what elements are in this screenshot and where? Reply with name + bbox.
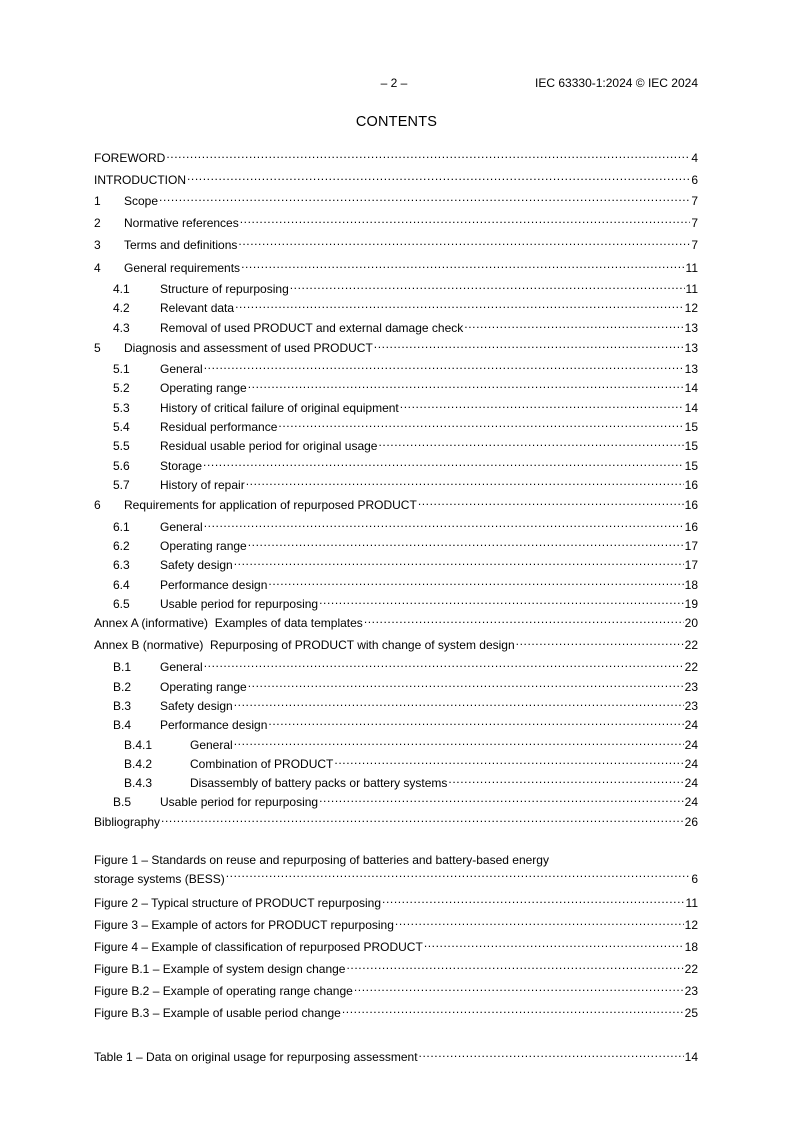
toc-title: Operating range bbox=[160, 381, 247, 395]
figure-page: 11 bbox=[685, 896, 698, 910]
toc-title: INTRODUCTION bbox=[94, 173, 186, 187]
figure-title: Figure B.1 – Example of system design change bbox=[94, 962, 346, 976]
toc-number: 5.2 bbox=[113, 381, 130, 395]
figure-page: 23 bbox=[684, 984, 698, 998]
table-entry[interactable] bbox=[94, 1045, 698, 1064]
toc-title: Scope bbox=[124, 194, 159, 208]
toc-entry[interactable] bbox=[94, 611, 698, 630]
toc-entry[interactable] bbox=[94, 211, 698, 230]
figure-entry[interactable] bbox=[94, 913, 698, 932]
toc-page: 15 bbox=[684, 420, 698, 434]
figure-entry[interactable] bbox=[94, 853, 698, 886]
toc-entry[interactable] bbox=[94, 473, 698, 492]
figure-page: 25 bbox=[684, 1006, 698, 1020]
figure-page: 22 bbox=[684, 962, 698, 976]
toc-title: Annex B (normative) Repurposing of PRODUCT with change of system design bbox=[94, 638, 515, 652]
toc-page: 4 bbox=[691, 151, 698, 165]
toc-page: 7 bbox=[691, 194, 698, 208]
toc-page: 22 bbox=[684, 660, 698, 674]
toc-page: 22 bbox=[684, 638, 698, 652]
toc-number: 6.1 bbox=[113, 520, 130, 534]
toc-entry[interactable] bbox=[94, 189, 698, 208]
toc-entry[interactable] bbox=[94, 396, 698, 415]
toc-page: 15 bbox=[684, 459, 698, 473]
toc-number: 6.2 bbox=[113, 539, 130, 553]
toc-page: 15 bbox=[684, 439, 698, 453]
toc-page: 17 bbox=[684, 558, 698, 572]
figure-title: Figure 3 – Example of actors for PRODUCT repurposing bbox=[94, 918, 394, 932]
toc-entry[interactable] bbox=[94, 296, 698, 315]
toc-number: 6.5 bbox=[113, 597, 130, 611]
toc-number: B.4.1 bbox=[124, 738, 153, 752]
toc-entry[interactable] bbox=[94, 168, 698, 187]
toc-entry[interactable] bbox=[94, 434, 698, 453]
toc-title: Usable period for repurposing bbox=[160, 795, 319, 809]
toc-page: 13 bbox=[684, 321, 698, 335]
toc-page: 12 bbox=[684, 301, 698, 315]
toc-title: Operating range bbox=[160, 680, 247, 694]
toc-number: 4.3 bbox=[113, 321, 130, 335]
toc-number: 6.4 bbox=[113, 578, 130, 592]
toc-number: 4 bbox=[94, 261, 101, 275]
toc-entry[interactable] bbox=[94, 675, 698, 694]
toc-page: 7 bbox=[691, 238, 698, 252]
toc-number: 3 bbox=[94, 238, 101, 252]
toc-title: General bbox=[160, 362, 203, 376]
toc-title: Annex A (informative) Examples of data templates bbox=[94, 616, 363, 630]
toc-number: 5.6 bbox=[113, 459, 130, 473]
figure-entry[interactable] bbox=[94, 957, 698, 976]
table-title: Table 1 – Data on original usage for repurposing assessment bbox=[94, 1050, 418, 1064]
toc-title: Safety design bbox=[160, 558, 233, 572]
toc-title: Operating range bbox=[160, 539, 247, 553]
toc-entry[interactable] bbox=[94, 733, 698, 752]
toc-page: 26 bbox=[684, 815, 698, 829]
toc-number: 1 bbox=[94, 194, 101, 208]
toc-page: 24 bbox=[684, 757, 698, 771]
toc-page: 24 bbox=[684, 738, 698, 752]
figure-entry[interactable] bbox=[94, 979, 698, 998]
toc-number: 5.7 bbox=[113, 478, 130, 492]
toc-page: 20 bbox=[684, 616, 698, 630]
toc-entry[interactable] bbox=[94, 553, 698, 572]
toc-entry[interactable] bbox=[94, 454, 698, 473]
figure-entry[interactable] bbox=[94, 891, 698, 910]
toc-entry[interactable] bbox=[94, 592, 698, 611]
toc-page: 19 bbox=[684, 597, 698, 611]
figure-title: Figure B.2 – Example of operating range change bbox=[94, 984, 353, 998]
toc-page: 13 bbox=[684, 362, 698, 376]
toc-page: 24 bbox=[684, 776, 698, 790]
page-header bbox=[0, 76, 793, 92]
toc-entry[interactable] bbox=[94, 256, 698, 275]
toc-entry[interactable] bbox=[94, 655, 698, 674]
figure-title-line2: storage systems (BESS) bbox=[94, 872, 225, 886]
document-reference: IEC 63330-1:2024 © IEC 2024 bbox=[535, 76, 698, 90]
toc-title: Residual usable period for original usage bbox=[160, 439, 378, 453]
toc-title: Residual performance bbox=[160, 420, 278, 434]
toc-entry[interactable] bbox=[94, 415, 698, 434]
toc-title: FOREWORD bbox=[94, 151, 166, 165]
figure-title: Figure B.3 – Example of usable period change bbox=[94, 1006, 341, 1020]
toc-number: 6.3 bbox=[113, 558, 130, 572]
toc-number: 5 bbox=[94, 341, 101, 355]
toc-title: History of critical failure of original equipment bbox=[160, 401, 399, 415]
figure-title: Figure 4 – Example of classification of repurposed PRODUCT bbox=[94, 940, 423, 954]
toc-page: 11 bbox=[685, 282, 698, 296]
toc-title: Usable period for repurposing bbox=[160, 597, 319, 611]
toc-number: B.5 bbox=[113, 795, 132, 809]
toc-entry[interactable] bbox=[94, 573, 698, 592]
toc-page: 24 bbox=[684, 795, 698, 809]
toc-title: General bbox=[160, 660, 203, 674]
figure-page: 12 bbox=[684, 918, 698, 932]
toc-title: General bbox=[160, 520, 203, 534]
toc-page: 6 bbox=[691, 173, 698, 187]
toc-page: 23 bbox=[684, 699, 698, 713]
toc-number: 5.1 bbox=[113, 362, 130, 376]
toc-entry[interactable] bbox=[94, 515, 698, 534]
toc-entry[interactable] bbox=[94, 752, 698, 771]
toc-title: History of repair bbox=[160, 478, 245, 492]
toc-page: 13 bbox=[684, 341, 698, 355]
figure-title-line1: Figure 1 – Standards on reuse and repurposing of batteries and battery-based energy bbox=[94, 853, 549, 867]
toc-number: 4.2 bbox=[113, 301, 130, 315]
toc-entry[interactable] bbox=[94, 493, 698, 512]
table-page: 14 bbox=[684, 1050, 698, 1064]
toc-page: 7 bbox=[691, 216, 698, 230]
toc-title: Structure of repurposing bbox=[160, 282, 289, 296]
toc-title: Combination of PRODUCT bbox=[190, 757, 334, 771]
toc-entry[interactable] bbox=[94, 810, 698, 829]
toc-title: Requirements for application of repurposed PRODUCT bbox=[124, 498, 417, 512]
toc-page: 14 bbox=[684, 401, 698, 415]
toc-number: B.4.2 bbox=[124, 757, 153, 771]
toc-page: 18 bbox=[684, 578, 698, 592]
toc-page: 17 bbox=[684, 539, 698, 553]
toc-entry[interactable] bbox=[94, 376, 698, 395]
toc-title: General bbox=[190, 738, 233, 752]
contents-title: CONTENTS bbox=[355, 114, 438, 130]
toc-entry[interactable] bbox=[94, 146, 698, 165]
toc-entry[interactable] bbox=[94, 316, 698, 335]
toc-entry[interactable] bbox=[94, 336, 698, 355]
toc-entry[interactable] bbox=[94, 357, 698, 376]
toc-title: Relevant data bbox=[160, 301, 235, 315]
toc-page: 11 bbox=[685, 261, 698, 275]
figure-page: 18 bbox=[684, 940, 698, 954]
toc-number: 2 bbox=[94, 216, 101, 230]
toc-title: Bibliography bbox=[94, 815, 161, 829]
toc-entry[interactable] bbox=[94, 771, 698, 790]
toc-page: 16 bbox=[684, 520, 698, 534]
toc-title: Diagnosis and assessment of used PRODUCT bbox=[124, 341, 373, 355]
toc-page: 23 bbox=[684, 680, 698, 694]
toc-title: Normative references bbox=[124, 216, 239, 230]
toc-title: Removal of used PRODUCT and external damage check bbox=[160, 321, 464, 335]
toc-number: 6 bbox=[94, 498, 101, 512]
toc-entry[interactable] bbox=[94, 633, 698, 652]
figure-entry[interactable] bbox=[94, 935, 698, 954]
toc-entry[interactable] bbox=[94, 534, 698, 553]
page-number: – 2 – bbox=[380, 76, 408, 90]
toc-entry[interactable] bbox=[94, 233, 698, 252]
toc-title: Disassembly of battery packs or battery systems bbox=[190, 776, 448, 790]
figure-entry[interactable] bbox=[94, 1001, 698, 1020]
toc-number: 5.3 bbox=[113, 401, 130, 415]
toc-page: 16 bbox=[684, 498, 698, 512]
toc-entry[interactable] bbox=[94, 277, 698, 296]
toc-number: B.2 bbox=[113, 680, 132, 694]
toc-number: B.1 bbox=[113, 660, 132, 674]
toc-entry[interactable] bbox=[94, 713, 698, 732]
toc-number: B.3 bbox=[113, 699, 132, 713]
toc-entry[interactable] bbox=[94, 694, 698, 713]
figure-title: Figure 2 – Typical structure of PRODUCT repurposing bbox=[94, 896, 382, 910]
toc-title: Safety design bbox=[160, 699, 233, 713]
toc-title: Performance design bbox=[160, 578, 268, 592]
toc-entry[interactable] bbox=[94, 790, 698, 809]
toc-page: 14 bbox=[684, 381, 698, 395]
toc-page: 24 bbox=[684, 718, 698, 732]
toc-number: 4.1 bbox=[113, 282, 130, 296]
figure-page: 6 bbox=[691, 872, 698, 886]
toc-title: Storage bbox=[160, 459, 203, 473]
toc-title: General requirements bbox=[124, 261, 241, 275]
toc-number: B.4 bbox=[113, 718, 132, 732]
toc-number: 5.4 bbox=[113, 420, 130, 434]
toc-title: Terms and definitions bbox=[124, 238, 238, 252]
toc-page: 16 bbox=[684, 478, 698, 492]
toc-number: 5.5 bbox=[113, 439, 130, 453]
toc-number: B.4.3 bbox=[124, 776, 153, 790]
toc-title: Performance design bbox=[160, 718, 268, 732]
